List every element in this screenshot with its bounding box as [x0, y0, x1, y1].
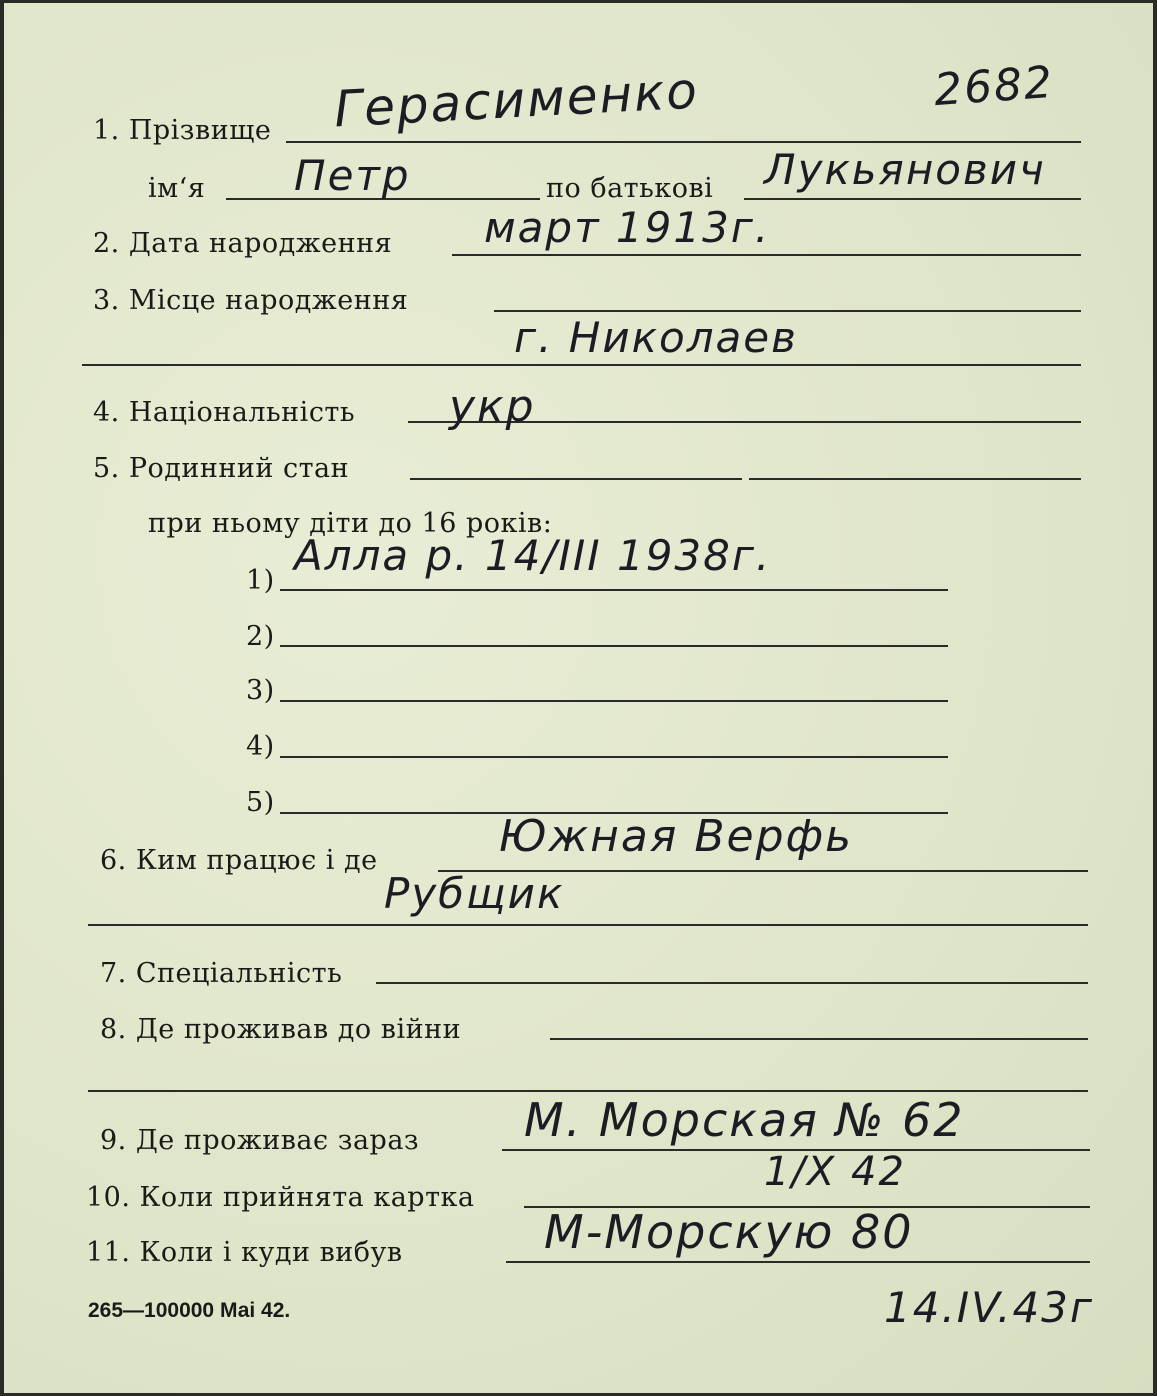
child-number-5: 5): [246, 787, 275, 818]
child-number-2: 2): [246, 621, 275, 652]
handwritten-work-2: Рубщик: [384, 869, 565, 918]
surname-label: 1. Прізвище: [93, 115, 272, 146]
prewar-residence-line-2: [88, 1090, 1088, 1092]
patronymic-label: по батькові: [546, 173, 714, 204]
handwritten-number: 2682: [932, 56, 1056, 117]
departure-label: 11. Коли і куди вибув: [86, 1237, 403, 1268]
registration-card: [4, 3, 1153, 1393]
prewar-residence-line: [550, 1038, 1088, 1040]
handwritten-card-date: 1/X 42: [764, 1149, 906, 1195]
current-residence-label: 9. Де проживає зараз: [100, 1125, 420, 1156]
prewar-residence-label: 8. Де проживав до війни: [100, 1014, 462, 1045]
birth-place-label: 3. Місце народження: [93, 285, 409, 316]
work-line-2: [88, 924, 1088, 926]
surname-line: [286, 141, 1081, 143]
patronymic-line: [744, 198, 1081, 200]
birth-date-label: 2. Дата народження: [93, 228, 393, 259]
specialty-line: [376, 982, 1088, 984]
card-accepted-label: 10. Коли прийнята картка: [86, 1182, 475, 1213]
handwritten-birth-date: март 1913г.: [484, 203, 771, 252]
handwritten-patronymic: Лукьянович: [764, 145, 1046, 194]
departure-line: [506, 1261, 1090, 1263]
children-label: при ньому діти до 16 років:: [148, 508, 553, 539]
birth-date-line: [452, 254, 1081, 256]
child-line-3: [280, 700, 948, 702]
handwritten-current-address: М. Морская № 62: [524, 1093, 965, 1147]
handwritten-work-1: Южная Верфь: [499, 811, 854, 862]
child-line-2: [280, 645, 948, 647]
marital-status-line-2: [749, 478, 1081, 480]
print-run-footer: 265—100000 Маі 42.: [88, 1299, 291, 1322]
name-label: ім‘я: [148, 173, 206, 204]
birth-place-line: [494, 310, 1081, 312]
child-line-4: [280, 756, 948, 758]
handwritten-child-1: Алла р. 14/III 1938г.: [294, 531, 772, 580]
marital-status-line: [410, 478, 742, 480]
child-number-1: 1): [246, 565, 275, 596]
child-number-4: 4): [246, 731, 275, 762]
handwritten-departure-date: 14.IV.43г: [884, 1283, 1094, 1332]
marital-status-label: 5. Родинний стан: [93, 453, 350, 484]
work-label: 6. Ким працює і де: [100, 845, 378, 876]
handwritten-name: Петр: [294, 151, 411, 200]
specialty-label: 7. Спеціальність: [100, 958, 343, 989]
child-line-1: [280, 589, 948, 591]
handwritten-departed-to: М-Морскую 80: [544, 1205, 914, 1259]
handwritten-nationality: укр: [449, 381, 536, 432]
handwritten-surname: Герасименко: [332, 61, 701, 139]
birth-place-line-2: [82, 364, 1081, 366]
handwritten-birth-place: г. Николаев: [514, 313, 798, 362]
nationality-label: 4. Національність: [93, 397, 356, 428]
child-number-3: 3): [246, 675, 275, 706]
